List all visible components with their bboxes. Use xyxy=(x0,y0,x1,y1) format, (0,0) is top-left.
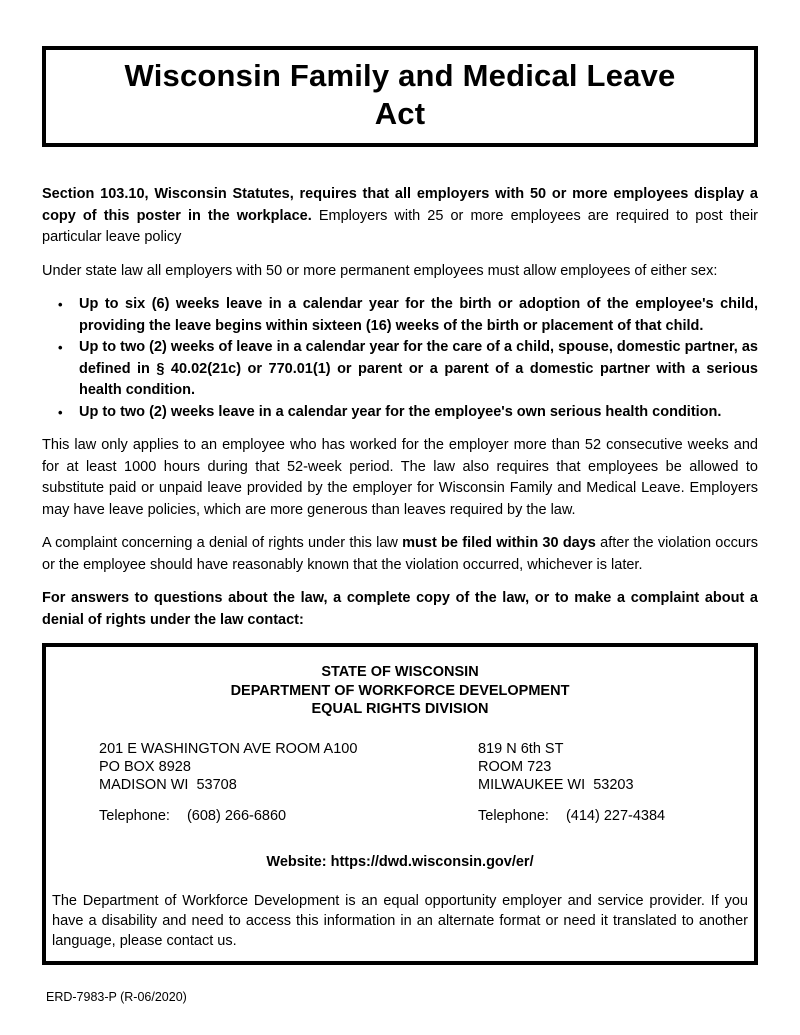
milwaukee-phone-row xyxy=(478,807,748,825)
complaint-deadline-text: must be filed within 30 days xyxy=(402,535,596,551)
org-division-line: EQUAL RIGHTS DIVISION xyxy=(311,701,489,717)
website-label: Website: xyxy=(266,853,327,870)
address-columns xyxy=(52,740,748,825)
title-box xyxy=(42,46,758,147)
bullet-icon: • xyxy=(58,297,63,312)
website-url: https://dwd.wisconsin.gov/er/ xyxy=(330,853,534,870)
equal-opportunity-statement: The Department of Workforce Development is an equal opportunity employer and service provider. If you have a disability and need to access this information in an alternate format or need it translated to another language, please contact us. xyxy=(52,893,748,949)
phone-label: Telephone: xyxy=(99,807,170,824)
list-item-text: Up to two (2) weeks leave in a calendar year for the employee's own serious health condition. xyxy=(79,403,722,420)
form-number: ERD-7983-P (R-06/2020) xyxy=(46,990,187,1004)
eligibility-paragraph: This law only applies to an employee who has worked for the employer more than 52 consecutive weeks and for at least 1000 hours during that 52-week period. The law also requires that employees be allowed to substitute paid or unpaid leave provided by the employer for Wisconsin Family and Medical Leave. Employers may have leave policies, which are more generous than leaves required by the law. xyxy=(42,437,758,518)
address-line: MADISON WI 53708 xyxy=(99,776,237,793)
leave-entitlement-list xyxy=(42,294,758,423)
madison-office-address xyxy=(99,740,478,825)
phone-label: Telephone: xyxy=(478,807,549,824)
page-title-line-2: Act xyxy=(374,96,426,131)
madison-phone-row xyxy=(99,807,478,825)
org-state-line: STATE OF WISCONSIN xyxy=(321,664,479,680)
list-item-text: Up to two (2) weeks of leave in a calendar year for the care of a child, spouse, domestic partner, as defined in § 40.02(21c) or 770.01(1) or parent or a parent of a domestic partner with a serious health condition. xyxy=(79,339,758,398)
milwaukee-phone-number: (414) 227-4384 xyxy=(565,807,666,824)
under-state-law-paragraph: Under state law all employers with 50 or more permanent employees must allow employees of either sex: xyxy=(42,262,718,279)
page-title-line-1: Wisconsin Family and Medical Leave xyxy=(124,58,676,93)
bullet-icon: • xyxy=(58,340,63,355)
intro-regular-text: Employers with 25 or more employees are required to post their particular leave policy xyxy=(42,207,758,245)
bullet-icon: • xyxy=(58,404,63,420)
milwaukee-office-address xyxy=(478,740,748,825)
intro-bold-text: Section 103.10, Wisconsin Statutes, requires that all employers with 50 or more employees display a copy of this poster in the workplace. xyxy=(42,186,758,224)
org-department-line: DEPARTMENT OF WORKFORCE DEVELOPMENT xyxy=(230,682,570,699)
website-row xyxy=(52,852,748,874)
address-line: MILWAUKEE WI 53203 xyxy=(478,776,634,793)
list-item-birth-adoption xyxy=(42,294,758,337)
contact-box xyxy=(42,643,758,965)
list-item-family-care xyxy=(42,337,758,402)
complaint-post-text: after the violation occurs or the employee should have reasonably known that the violation occurred, whichever is later. xyxy=(42,535,758,573)
intro-paragraph xyxy=(42,184,758,249)
list-item-text: Up to six (6) weeks leave in a calendar year for the birth or adoption of the employee's child, providing the leave begins within sixteen (16) weeks of the birth or placement of that child. xyxy=(79,296,758,334)
madison-phone-number: (608) 266-6860 xyxy=(186,807,287,824)
contact-lead-paragraph: For answers to questions about the law, a complete copy of the law, or to make a complaint about a denial of rights under the law contact: xyxy=(42,590,758,628)
address-line: PO BOX 8928 xyxy=(99,758,191,775)
address-line: 819 N 6th ST xyxy=(478,740,564,757)
complaint-paragraph xyxy=(42,533,758,576)
complaint-pre-text: A complaint concerning a denial of rights under this law xyxy=(42,535,403,551)
address-line: ROOM 723 xyxy=(478,758,552,775)
list-item-own-health xyxy=(42,402,758,424)
address-line: 201 E WASHINGTON AVE ROOM A100 xyxy=(99,740,358,757)
